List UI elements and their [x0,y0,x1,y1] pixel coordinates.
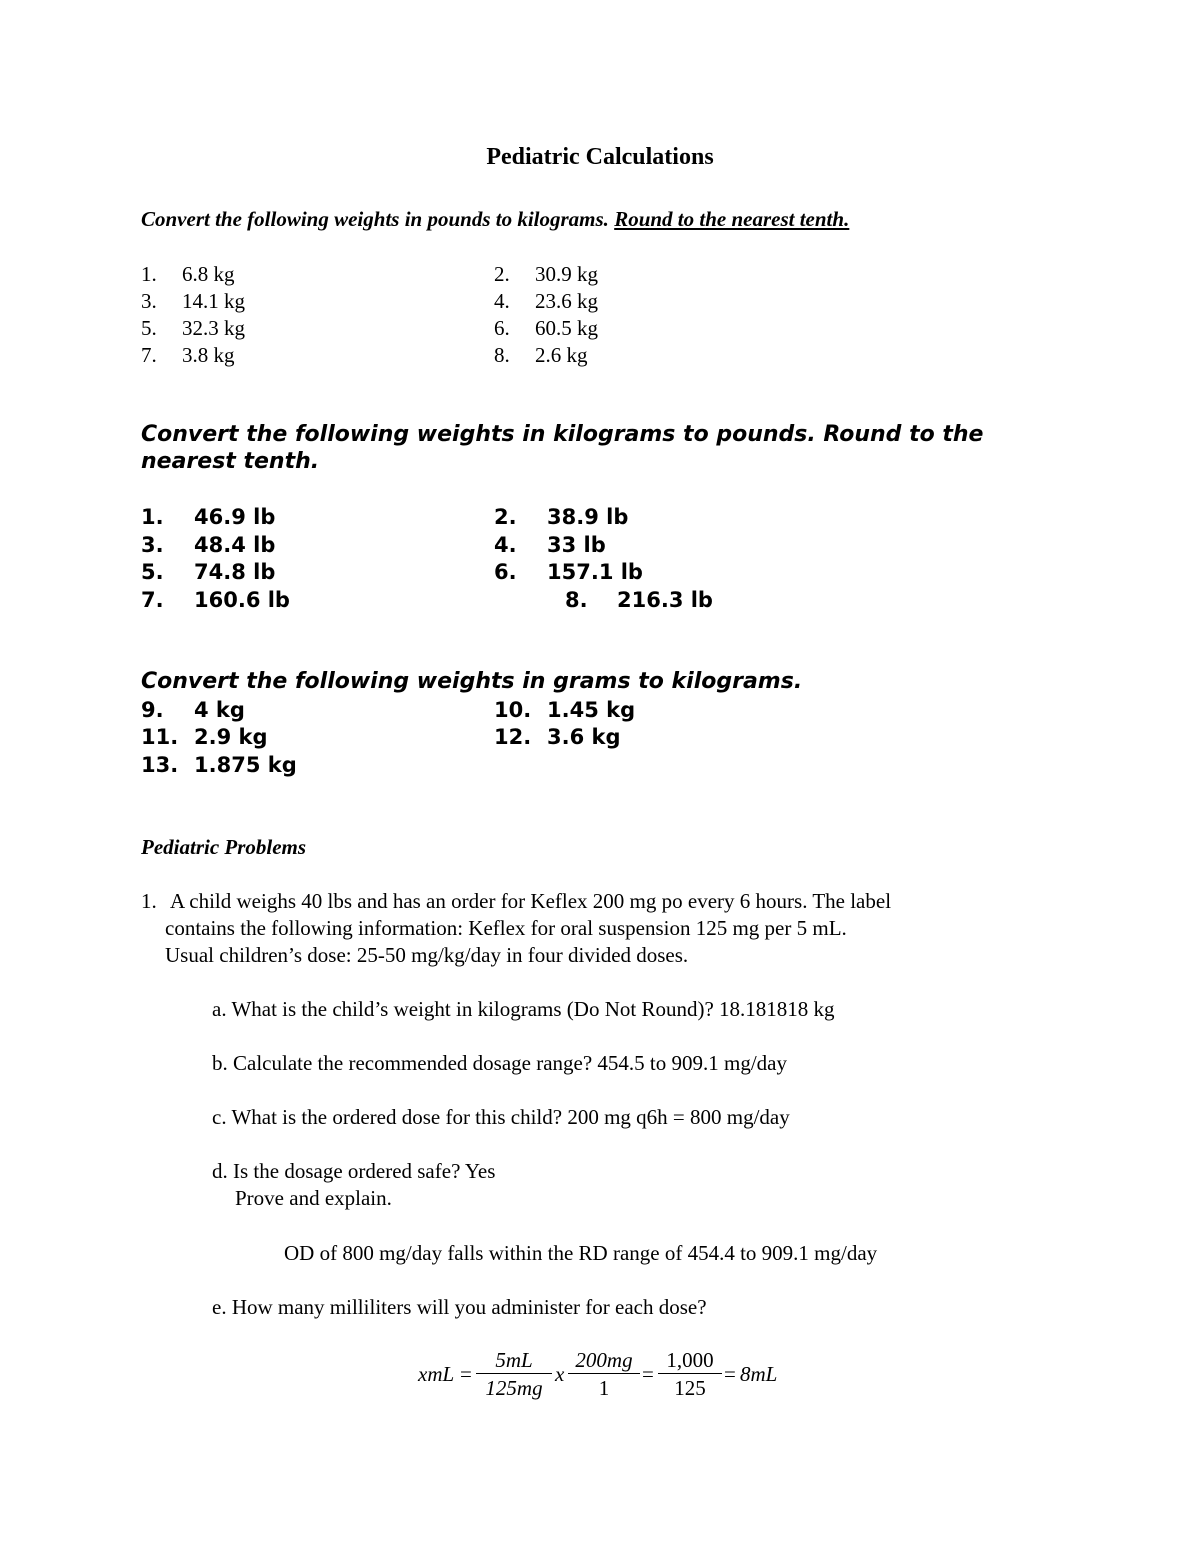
s1-item-value: 60.5 kg [535,316,598,340]
s2-item-value: 160.6 lb [194,588,290,612]
question-b: b. Calculate the recommended dosage range? 454.5 to 909.1 mg/day [212,1051,787,1075]
fraction-3-numerator: 1,000 [658,1347,722,1374]
s2-item-value: 74.8 lb [194,560,276,584]
s3-item-number: 12. [494,725,532,749]
s2-item-number: 3. [141,533,164,557]
problem-text-line1: A child weighs 40 lbs and has an order for Keflex 200 mg po every 6 hours. The label [170,889,892,913]
s3-item-value: 4 kg [194,698,245,722]
s2-item-number: 2. [494,505,517,529]
s2-item-number: 1. [141,505,164,529]
fraction-1 [476,1347,552,1402]
equation-result: 8mL [740,1362,778,1386]
s1-item-number: 5. [141,316,157,340]
fraction-2-denominator: 1 [598,1376,610,1400]
problem-number: 1. [141,889,157,913]
s1-item-value: 2.6 kg [535,343,588,367]
s1-item-number: 3. [141,289,157,313]
s3-item-number: 9. [141,698,164,722]
s1-item-number: 7. [141,343,157,367]
page-title: Pediatric Calculations [486,144,714,170]
multiply-sign: x [555,1362,565,1386]
question-d-prove: Prove and explain. [235,1186,392,1210]
s2-item-number: 7. [141,588,164,612]
s2-item-number: 5. [141,560,164,584]
s1-item-number: 1. [141,262,157,286]
s1-item-value: 23.6 kg [535,289,598,313]
s1-item-number: 6. [494,316,510,340]
fraction-1-denominator: 125mg [485,1376,543,1400]
section1-instruction-underlined: Round to the nearest tenth. [614,207,850,231]
fraction-3-denominator: 125 [674,1376,706,1400]
section2-instruction-line2: nearest tenth. [141,449,320,474]
section1-instruction-text: Convert the following weights in pounds to kilograms. [141,207,609,231]
fraction-2 [568,1347,640,1402]
s3-item-number: 13. [141,753,179,777]
question-d-answer: OD of 800 mg/day falls within the RD range of 454.4 to 909.1 mg/day [284,1241,878,1265]
s2-item-number: 4. [494,533,517,557]
problem-text-line2: contains the following information: Keflex for oral suspension 125 mg per 5 mL. [165,916,847,940]
s1-item-value: 30.9 kg [535,262,598,286]
s1-item-value: 32.3 kg [182,316,245,340]
equation-lhs: xmL [418,1362,455,1386]
s3-item-value: 2.9 kg [194,725,268,749]
s2-item-value: 48.4 lb [194,533,276,557]
s2-item-number: 8. [565,588,588,612]
equals-sign: = [460,1362,472,1386]
s1-item-number: 4. [494,289,510,313]
section2-instruction-line1: Convert the following weights in kilograms to pounds. Round to the [141,422,984,447]
question-c: c. What is the ordered dose for this child? 200 mg q6h = 800 mg/day [212,1105,790,1129]
s3-item-number: 11. [141,725,179,749]
question-d: d. Is the dosage ordered safe? Yes [212,1159,496,1183]
s2-item-value: 46.9 lb [194,505,276,529]
fraction-1-numerator: 5mL [476,1347,552,1374]
s2-item-value: 33 lb [547,533,606,557]
fraction-3 [658,1347,722,1402]
s2-item-value: 38.9 lb [547,505,629,529]
s1-item-value: 3.8 kg [182,343,235,367]
s3-item-value: 3.6 kg [547,725,621,749]
s3-item-value: 1.45 kg [547,698,636,722]
fraction-2-numerator: 200mg [568,1347,640,1374]
s3-item-number: 10. [494,698,532,722]
s2-item-value: 216.3 lb [617,588,713,612]
s3-item-value: 1.875 kg [194,753,297,777]
section1-instruction [141,207,849,232]
s2-item-value: 157.1 lb [547,560,643,584]
question-e: e. How many milliliters will you administer for each dose? [212,1295,707,1319]
s2-item-number: 6. [494,560,517,584]
s1-item-value: 14.1 kg [182,289,245,313]
problems-heading: Pediatric Problems [141,835,307,859]
s1-item-number: 2. [494,262,510,286]
s1-item-number: 8. [494,343,510,367]
question-a: a. What is the child’s weight in kilograms (Do Not Round)? 18.181818 kg [212,997,835,1021]
section3-instruction: Convert the following weights in grams to kilograms. [141,669,803,694]
equals-sign: = [724,1362,736,1386]
problem-text-line3: Usual children’s dose: 25-50 mg/kg/day in four divided doses. [165,943,689,967]
equals-sign: = [642,1362,654,1386]
s1-item-value: 6.8 kg [182,262,235,286]
